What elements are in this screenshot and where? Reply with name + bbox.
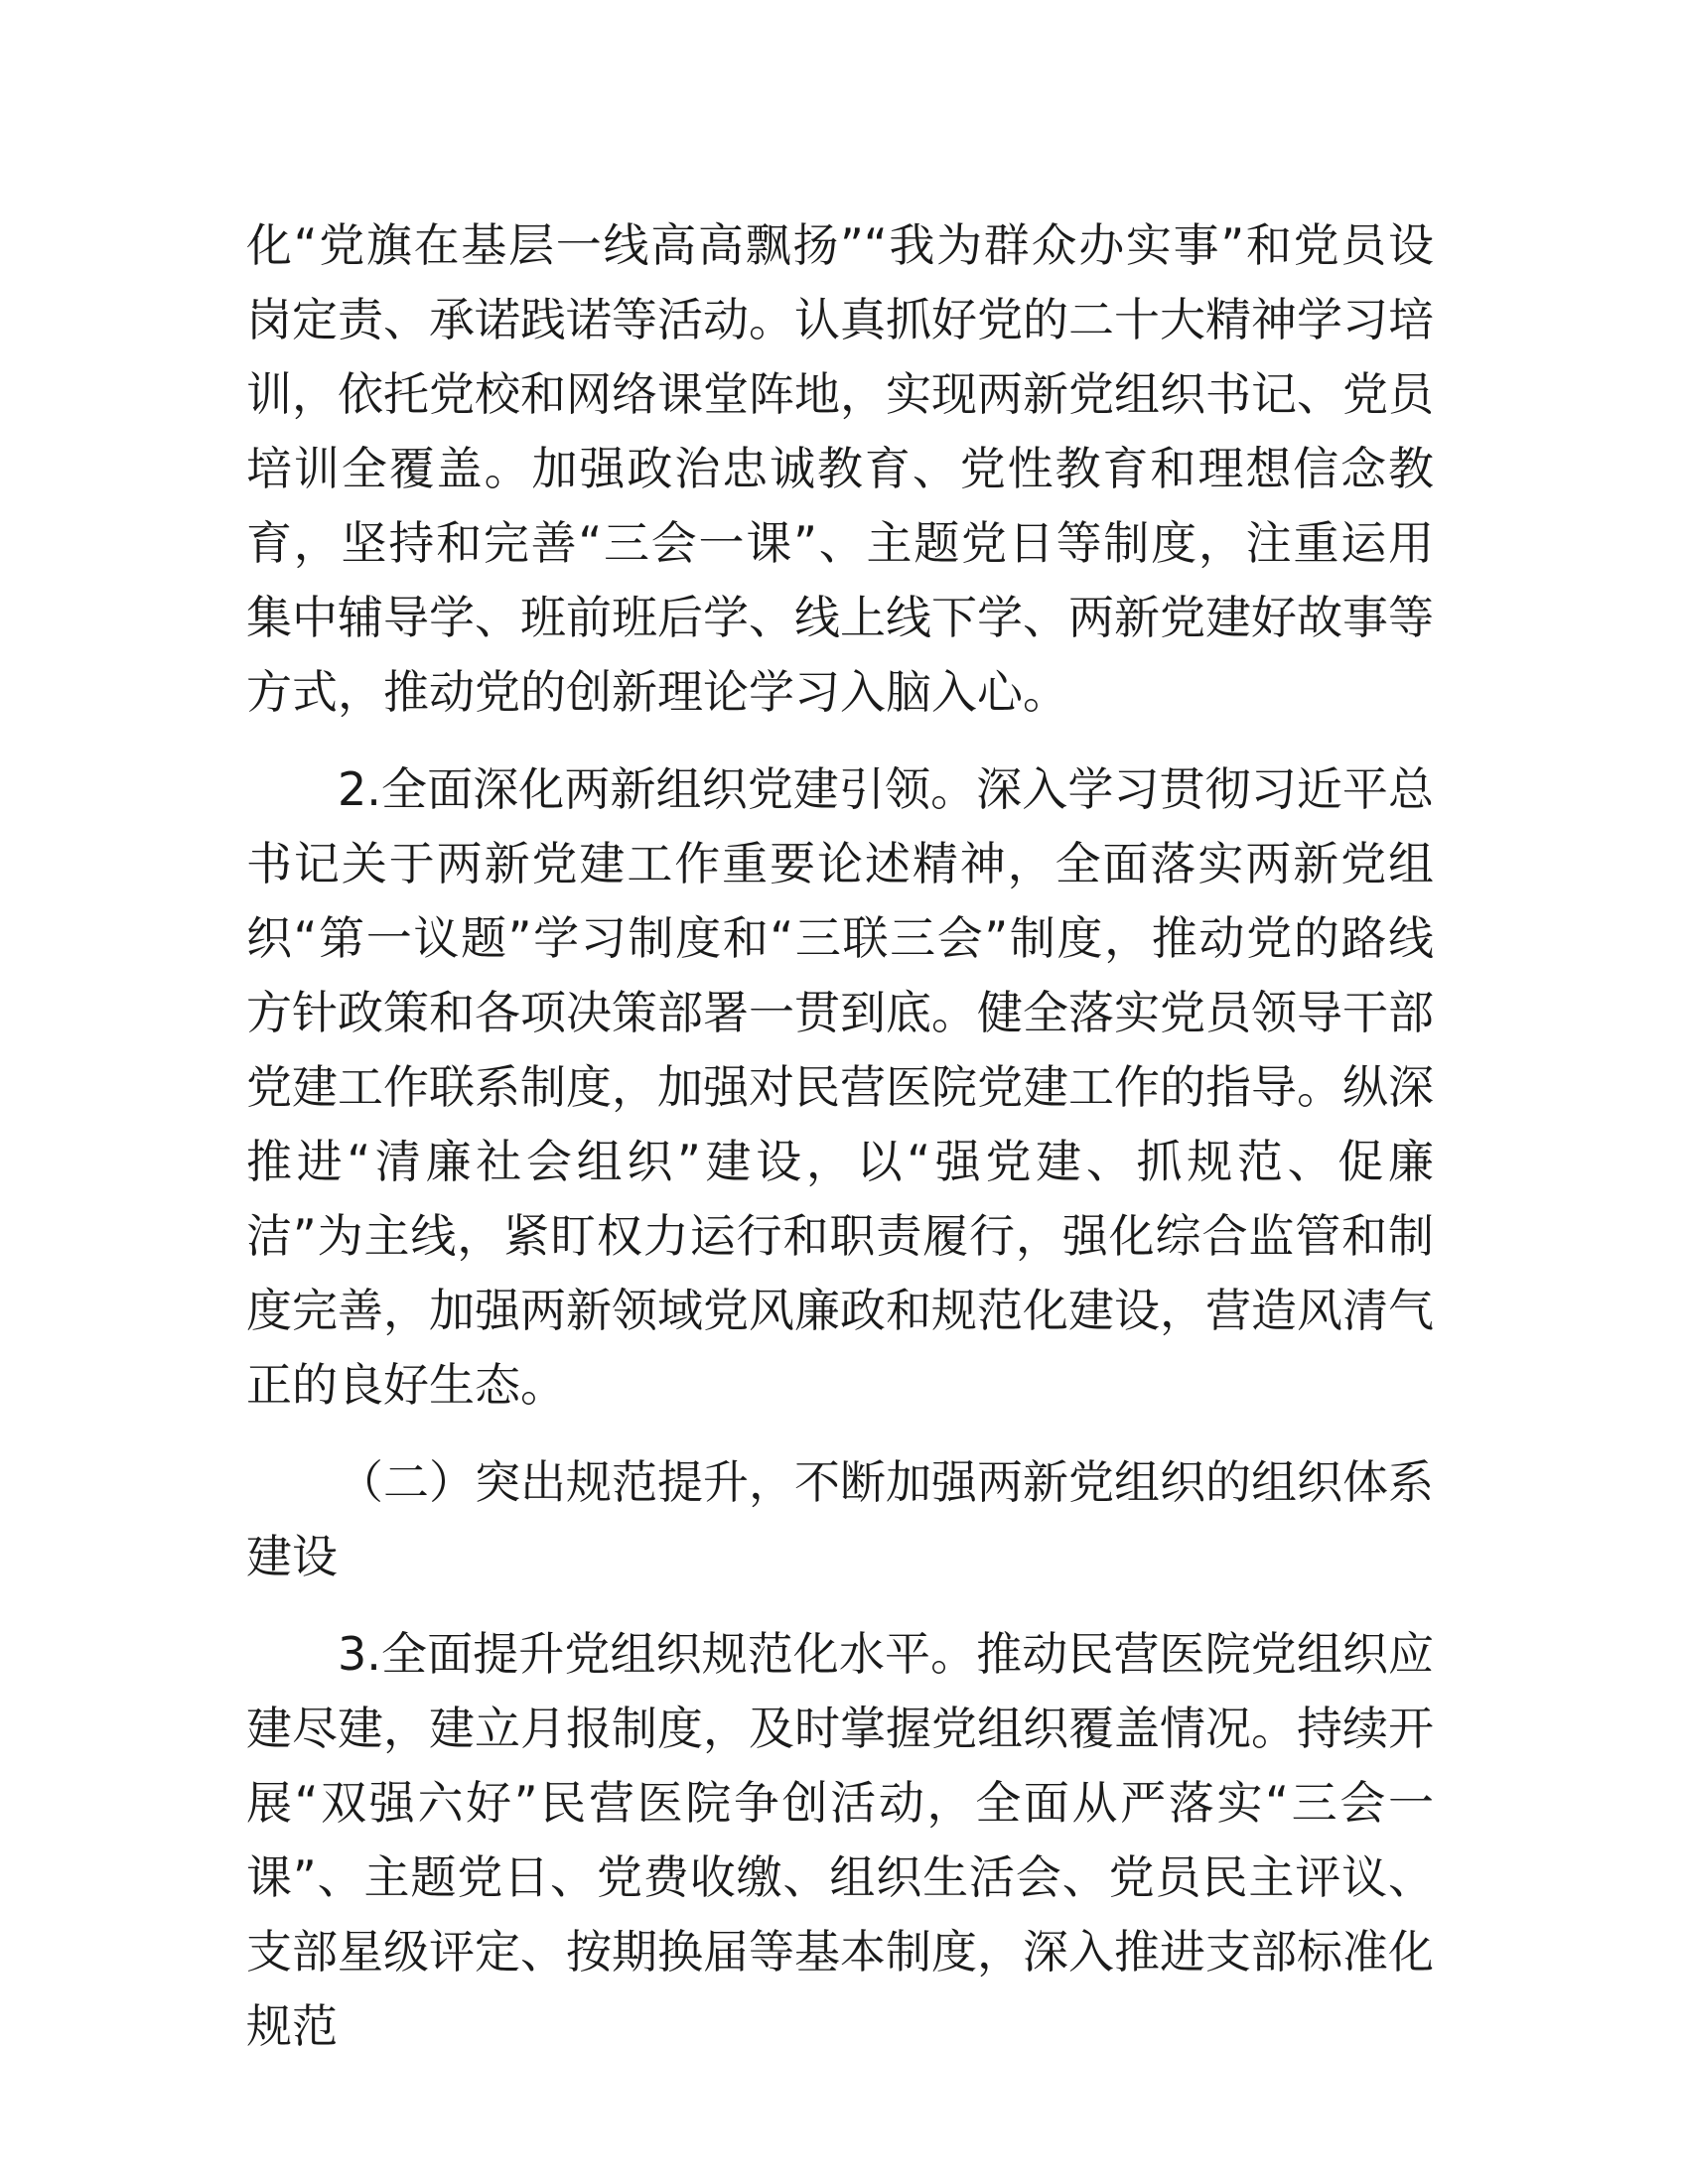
document-body [246, 208, 1434, 2087]
paragraph-standardization-level: 3.全面提升党组织规范化水平。推动民营医院党组织应建尽建，建立月报制度，及时掌握党组织覆盖情况。持续开展“双强六好”民营医院争创活动，全面从严落实“三会一课”、主题党日、党费收缴、组织生活会、党员民主评议、支部星级评定、按期换届等基本制度，深入推进支部标准化规范 [246, 1627, 1434, 2053]
section-heading-organization-system: （二）突出规范提升，不断加强两新党组织的组织体系建设 [246, 1455, 1434, 1583]
paragraph-continuation: 化“党旗在基层一线高高飘扬”“我为群众办实事”和党员设岗定责、承诺践诺等活动。认真抓好党的二十大精神学习培训，依托党校和网络课堂阵地，实现两新党组织书记、党员培训全覆盖。加强政治忠诚教育、党性教育和理想信念教育，坚持和完善“三会一课”、主题党日等制度，注重运用集中辅导学、班前班后学、线上线下学、两新党建好故事等方式，推动党的创新理论学习入脑入心。 [246, 218, 1434, 719]
paragraph-party-building-guidance: 2.全面深化两新组织党建引领。深入学习贯彻习近平总书记关于两新党建工作重要论述精神，全面落实两新党组织“第一议题”学习制度和“三联三会”制度，推动党的路线方针政策和各项决策部署一贯到底。健全落实党员领导干部党建工作联系制度，加强对民营医院党建工作的指导。纵深推进“清廉社会组织”建设，以“强党建、抓规范、促廉洁”为主线，紧盯权力运行和职责履行，强化综合监管和制度完善，加强两新领域党风廉政和规范化建设，营造风清气正的良好生态。 [246, 762, 1434, 1412]
